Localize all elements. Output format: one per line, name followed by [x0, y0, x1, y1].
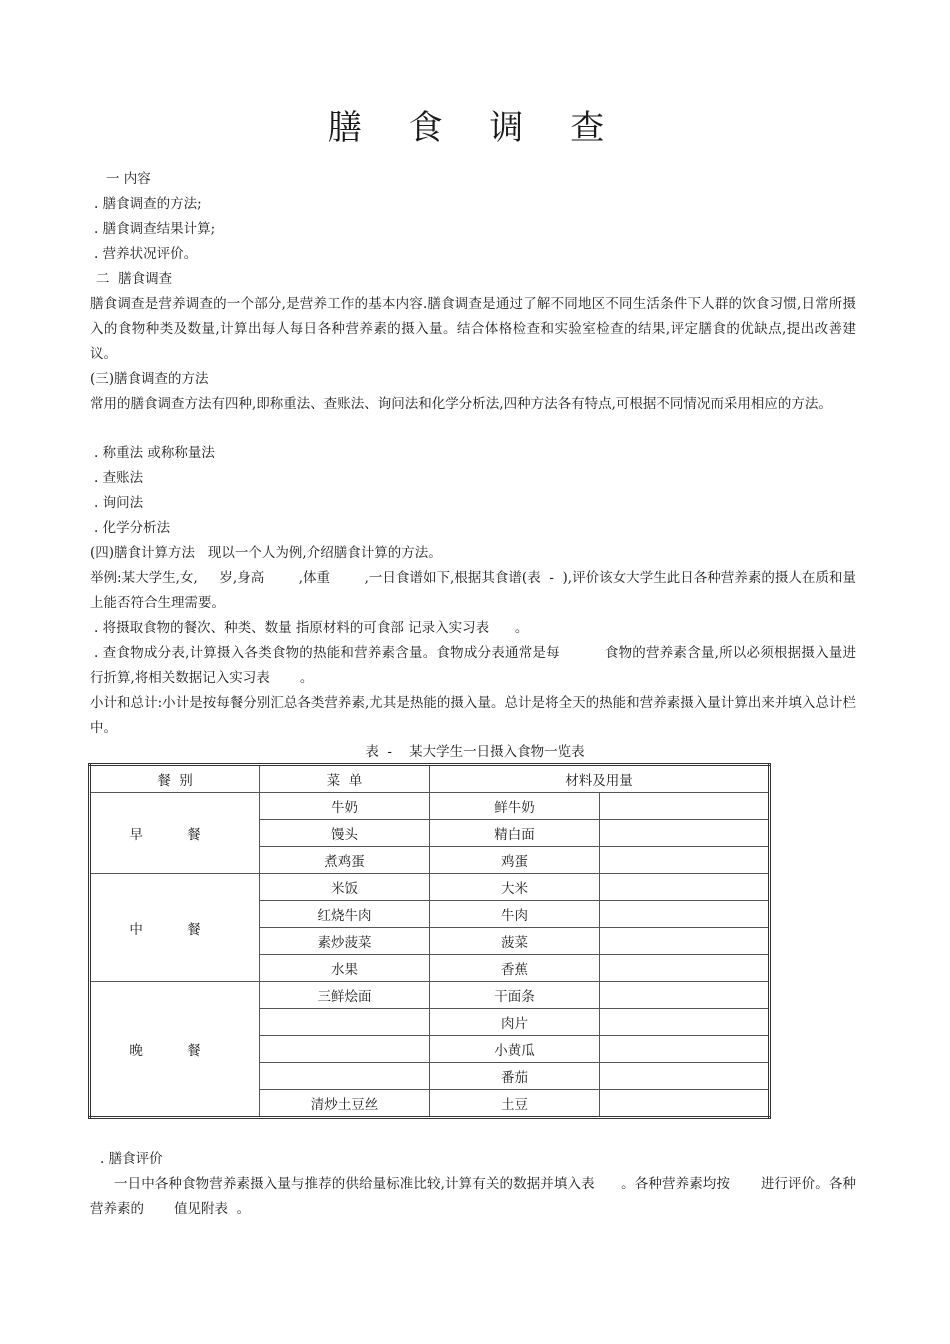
table-row	[90, 982, 770, 1009]
section-2-paragraph: 膳食调查是营养调查的一个部分,是营养工作的基本内容.膳食调查是通过了解不同地区不同生活条件下人群的饮食习惯,日常所摄入的食物种类及数量,计算出每人每日各种营养素的摄入量。结合体格检查和实验室检查的结果,评定膳食的优缺点,提出改善建议。	[90, 296, 856, 362]
material-cell: 土豆	[430, 1090, 600, 1118]
dish-cell	[260, 1009, 430, 1036]
table-header-row	[90, 765, 770, 793]
section-4-heading: (四)膳食计算方法 现以一个人为例,介绍膳食计算的方法。	[90, 545, 442, 561]
table-row	[90, 793, 770, 820]
section-3-paragraph: 常用的膳食调查方法有四种,即称重法、查账法、询问法和化学分析法,四种方法各有特点,可根据不同情况而采用相应的方法。	[90, 396, 832, 412]
amount-cell	[600, 901, 770, 928]
material-cell: 肉片	[430, 1009, 600, 1036]
dish-cell: 煮鸡蛋	[260, 847, 430, 874]
material-cell: 番茄	[430, 1063, 600, 1090]
header-material: 材料及用量	[430, 765, 770, 793]
dish-cell: 牛奶	[260, 793, 430, 820]
evaluation-heading: . 膳食评价	[100, 1151, 163, 1167]
dish-cell: 水果	[260, 955, 430, 982]
amount-cell	[600, 847, 770, 874]
amount-cell	[600, 1036, 770, 1063]
dish-cell	[260, 1063, 430, 1090]
material-cell: 香蕉	[430, 955, 600, 982]
dish-cell: 三鲜烩面	[260, 982, 430, 1009]
amount-cell	[600, 793, 770, 820]
material-cell: 干面条	[430, 982, 600, 1009]
material-cell: 鸡蛋	[430, 847, 600, 874]
section-1-item: . 膳食调查的方法;	[94, 196, 202, 212]
method-item: . 称重法 或称称量法	[94, 445, 215, 461]
example-paragraph: 举例:某大学生,女, 岁,身高 ,体重 ,一日食谱如下,根据其食谱(表 - ),评价该女大学生此日各种营养素的摄人在质和量上能否符合生理需要。	[90, 570, 856, 611]
material-cell: 鲜牛奶	[430, 793, 600, 820]
dish-cell: 红烧牛肉	[260, 901, 430, 928]
section-1-heading: 一 内容	[106, 171, 151, 187]
section-1-item: . 膳食调查结果计算;	[94, 221, 216, 237]
dish-cell: 米饭	[260, 874, 430, 901]
amount-cell	[600, 1063, 770, 1090]
step-2: . 查食物成分表,计算摄入各类食物的热能和营养素含量。食物成分表通常是每 食物的营养素含量,所以必须根据摄入量进行折算,将相关数据记入实习表 。	[90, 645, 856, 686]
amount-cell	[600, 928, 770, 955]
amount-cell	[600, 955, 770, 982]
meal-lunch: 中 餐	[90, 874, 260, 982]
section-2-heading: 二 膳食调查	[96, 271, 173, 287]
header-meal: 餐 别	[90, 765, 260, 793]
step-3: 小计和总计:小计是按每餐分别汇总各类营养素,尤其是热能的摄入量。总计是将全天的热能和营养素摄入量计算出来并填入总计栏中。	[90, 695, 856, 736]
amount-cell	[600, 820, 770, 847]
section-1-item: . 营养状况评价。	[94, 246, 198, 262]
evaluation-paragraph: 一日中各种食物营养素摄入量与推荐的供给量标准比较,计算有关的数据并填入表 。各种营养素均按 进行评价。各种营养素的 值见附表 。	[90, 1176, 856, 1217]
material-cell: 菠菜	[430, 928, 600, 955]
material-cell: 精白面	[430, 820, 600, 847]
section-3-heading: (三)膳食调查的方法	[90, 371, 209, 387]
meal-dinner: 晚 餐	[90, 982, 260, 1118]
food-intake-table	[88, 763, 771, 1119]
dish-cell: 清炒土豆丝	[260, 1090, 430, 1118]
method-item: . 询问法	[94, 495, 144, 511]
material-cell: 牛肉	[430, 901, 600, 928]
amount-cell	[600, 874, 770, 901]
step-1: . 将摄取食物的餐次、种类、数量 指原材料的可食部 记录入实习表 。	[94, 620, 529, 636]
material-cell: 大米	[430, 874, 600, 901]
amount-cell	[600, 1090, 770, 1118]
method-item: . 化学分析法	[94, 520, 171, 536]
amount-cell	[600, 982, 770, 1009]
table-caption: 表 - 某大学生一日摄入食物一览表	[365, 744, 585, 760]
document-title: 膳 食 调 查	[327, 108, 623, 148]
dish-cell: 素炒菠菜	[260, 928, 430, 955]
meal-breakfast: 早 餐	[90, 793, 260, 874]
table-row	[90, 874, 770, 901]
method-item: . 查账法	[94, 470, 144, 486]
header-dish: 菜 单	[260, 765, 430, 793]
material-cell: 小黄瓜	[430, 1036, 600, 1063]
dish-cell: 馒头	[260, 820, 430, 847]
amount-cell	[600, 1009, 770, 1036]
dish-cell	[260, 1036, 430, 1063]
